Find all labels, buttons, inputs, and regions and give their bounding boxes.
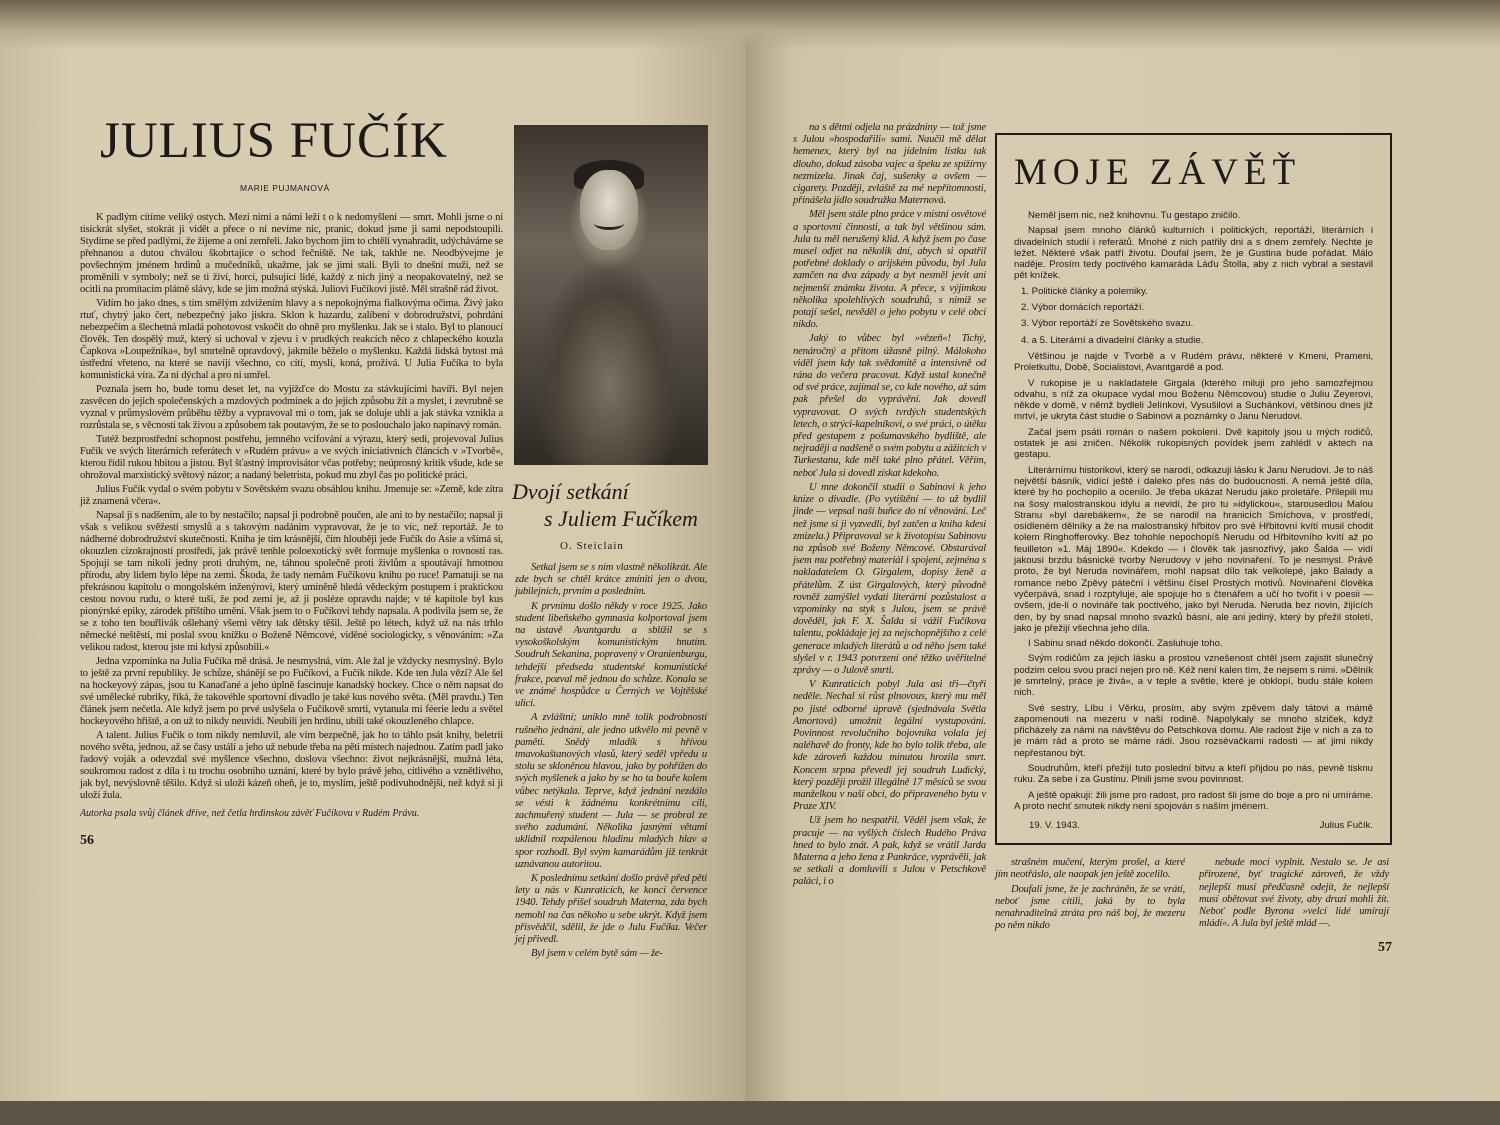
photo-smile (594, 217, 624, 230)
second-article-column-3 (995, 857, 1185, 934)
testament-date: 19. V. 1943. (1029, 820, 1080, 832)
article-author: MARIE PUJMANOVÁ (240, 183, 330, 193)
paragraph: Většinou je najde v Tvorbě a v Rudém právu, některé v Kmeni, Prameni, Proletkultu, Době, Socialistovi, Avantgardě a pod. (1014, 350, 1373, 374)
paragraph: I Sabinu snad někdo dokončí. Zasluhuje toho. (1028, 638, 1223, 650)
second-article-bottom-columns (995, 857, 1392, 934)
page-number-right: 57 (1378, 940, 1392, 956)
paragraph: Poznala jsem ho, bude tomu deset let, na vyjížďce do Mostu za stávkujícími havíři. Byl nejen zasvěcen do jejich společenských a mzdových podmínek a do jejich způsobu žít a myslet, i zevrubně se vyznal v průmyslovém průběhu těžby a vypravoval mi o tom, jak se doluje uhlí a jak stávka vznikla a rozrůstala se, s věcností tak živou a způsobem tak poutavým, že se to poslouchalo jako napínavý román. (80, 384, 503, 431)
paragraph: K padlým cítíme veliký ostych. Mezi nimi a námi leží t o k nedomyšlení — smrt. Mohli jsme o ní tisíckrát slyšet, stokrát ji vidět a přece o ní nevíme nic, pranic, dokud jsme ji sami nepodstoupili. Stydíme se před padlými, že žijeme a oni zemřeli. Jako bychom jim to chtěli vynahradit, udýcháváme se přehnanou a dutou chválou škobrtajíce o schod řečniště. Ne tak, takhle ne. Neodbývejme je povšechným jménem hrdinů a mučedníků, ukažme, jak se jimi stali. Byli to dnešní muži, než se proměnili v symboly; než se ti živí, horcí, pulsující lidé, každý z nich jiný a neopakovatelný, než se ocitli na promítacím plátně slávy, kde se jim možná stýská. Juliovi Fučíkovi jistě. Měl strašně rád život. (80, 212, 503, 295)
paragraph: strašném mučení, kterým prošel, a které jím neotřáslo, ale naopak jen ještě zocelilo. (995, 857, 1185, 881)
paragraph: Napsal jsem mnoho článků kulturních i politických, reportáží, literárních i divadelních studií i referátů. Mnohé z nich patřily dni a s dnem zemřely. Nechte je ležet. Některé však patří životu. Doufal jsem, že je Gustina bude pořádat. Málo naděje. Prosím tedy poctivého kamaráda Láďu Štolla, aby z nich vybral a sestavil pět knížek. (1014, 225, 1373, 282)
second-article-column-1 (515, 562, 707, 963)
photo-face (580, 170, 638, 250)
paragraph: V rukopise je u nakladatele Girgala (kterého miluji pro jeho samozřejmou odvahu, s níž za okupace vydal mou Boženu Němcovou) studie o Juliu Zeyerovi, někde v domě, v němž bydleli Jelínkovi, Vysušilovi a Suchánkovi, většinou dnes již mrtví, je ukryta část studie o Sabinovi a poznámky o Janu Nerudovi. (1014, 377, 1373, 423)
second-article-author: O. Steiclain (560, 540, 624, 552)
article-title: JULIUS FUČÍK (100, 113, 448, 169)
author-note: Autorka psala svůj článek dříve, než četla hrdinskou závěť Fučíkovu v Rudém Právu. (80, 808, 420, 819)
page-top-edge (0, 0, 1500, 50)
paragraph: Doufali jsme, že je zachráněn, že se vrátí, neboť jsme cítili, jaká by to byla nenahraditelná ztráta pro náš boj, že mezeru po něm nikdo (995, 883, 1185, 932)
paragraph: A zvláštní; uniklo mně tolik podrobností rušného jednání, ale jedno utkvělo mi pevně v paměti. Snědý mladík s hřívou tmavokaštanových vlasů, který seděl vpředu u stolu se skloněnou hlavou, jako by pohřížen do svých myšlenek a jako by se ho ta bouře kolem vůbec netýkala. Teprve, když jednání nezdálo se vésti k žádnému konkrétnímu cíli, zachmuřený student — Jula — se probral ze svého zadumání. Několika jasnými větami uklidnil rozpálenou hladinu mladých hlav a spor rozhodl. Byl svým kamarádům již tenkrát uznávanou autoritou. (515, 712, 707, 870)
testament-box (995, 133, 1392, 845)
paragraph: Literárnímu historikovi, který se narodí, odkazuji lásku k Janu Nerudovi. Je to náš největší básník, vidící ještě i daleko přes nás do budoucnosti. A nemá ještě díla, které by ho pochopilo a ocenilo. Je třeba ukázat Nerudu jako proletáře. Přilepili mu na šosy malostranskou idylu a nevidí, že pro tu »idylickou«, starousedlou Malou Stranu »byl darebákem«, že se narodil na hranicích Smíchova, v prostředí, osídleném dělníky a že na malostranský hřbitov pro své Hřbitovní kvítí musil chodit kolem Ringhofferovky. Bez tohohle nepochopíš Nerudu od Hřbitovního kvítí až po feuilleton »1. Máj 1890«. Kdekdo — i člověk tak jasnozřivý, jako Šalda — vidí jakousi brzdu básnické tvorby Nerudovy v jeho novinaření. To je nesmysl. Právě proto, že byl Neruda novinářem, mohl napsat dílo tak velkolepé, jako Balady a romance nebo Zpěvy páteční i většinu čísel Prostých motivů. Novinaření člověka vyčerpává, snad i rozptyluje, ale spojuje ho s čtenářem a učí ho tvořit i v poesii — ovšem, jde-li o novináře tak poctivého, jako byl Neruda. Neruda bez novin, žijících den, by by snad napsal mnoho svazků básní, ale ani jediný, který by přežil století, jako je přežijí všechna jeho díla. (1014, 464, 1373, 634)
portrait-photo (514, 125, 708, 465)
left-article-flow (80, 212, 503, 849)
paragraph: V Kunraticích pobyl Jula asi tři—čtyři neděle. Nechal si růst plnovous, který mu měl po jisté odborné úpravě (sjednávala Světla Amortová) umožnit legální vystupování. Povinnost revolučního bojovníka volala jej naléhavě do fronty, kde ho bylo tolik třeba, ale kde zároveň každou minutou hrozila smrt. Koncem srpna převedl jej soudruh Ludický, který později prožil illegálně 17 měsíců se svou manželkou v naší obci, do připraveného bytu v Praze XIV. (793, 679, 986, 813)
testament-paragraphs (1014, 351, 1373, 812)
paragraph: Setkal jsem se s ním vlastně několikrát. Ale zde bych se chtěl krátce zmíniti jen o dvou, jubilejních, prvním a posledním. (515, 562, 707, 598)
testament-signature: Julius Fučík. (1319, 820, 1373, 832)
list-item: 2. Výbor domácích reportáží. (1021, 302, 1145, 314)
testament-title: MOJE ZÁVĚŤ (1014, 152, 1302, 193)
paragraph: Už jsem ho nespatřil. Věděl jsem však, že pracuje — na vyšlých číslech Rudého Práva hned to bylo znát. A pak, když se vrátil Jarda Materna a jeho žena z Pankráce, vyprávěli, jak se setkali a domluvili s Julou v Petschkově paláci, i o (793, 815, 986, 888)
paragraph: Svým rodičům za jejich lásku a prostou vznešenost chtěl jsem zajistit slunečný podzim celou svou prací nejen pro ně. Kéž není kalen tím, že nejsem s nimi. »Dělník je smrtelný, práce je živá«, a v teple a světle, které je obklopí, budu stále kolem nich. (1014, 653, 1373, 699)
second-article-title (512, 478, 722, 532)
paragraph: Začal jsem psáti román o našem pokolení. Dvě kapitoly jsou u mých rodičů, ostatek je asi zničen. Několik rukopisných povídek jsem zahlédl v aktech na gestapu. (1014, 426, 1373, 461)
paragraph: Jedna vzpomínka na Julia Fučíka mě drásá. Je nesmyslná, vím. Ale žal je vždycky nesmyslný. Bylo to ještě za první republiky. Je schůze, shánějí se po Fučíkovi, a Fučík nikde. Kde ten Jula vězí? Ale šel na hockeyový zápas, jsou tu Kanaďané a jeho úplně fascinuje kanadský hockey. Chce o něm napsat do své umělecké rubriky, říká, že takovéhle sportovní divadlo je také kus nového světa. (Měl pravdu.) Ten článek jsem nečetla. Ale když jsem po prvé uslyšela o Fučíkově smrti, vytanula mi féerie ledu a světel hockeyového hřiště, a on už to nikdy neuvidí. Neubili jen hrdinu, ubili také okouzleného chlapce. (80, 656, 503, 727)
paragraph: Byl jsem v celém bytě sám — že- (531, 948, 663, 960)
paragraph: K poslednímu setkání došlo právě před pěti lety u nás v Kunraticích, ke konci července 1940. Tehdy přišel soudruh Materna, zda bych nemohl na čas někoho u sebe ukrýt. Když jsem přisvědčil, sdělil, že jde o Julu Fučíka. Večer jej přivedl. (515, 873, 707, 946)
testament-list (1014, 286, 1373, 346)
list-item: 4. a 5. Literární a divadelní články a studie. (1021, 334, 1204, 346)
paragraph: Soudruhům, kteří přežijí tuto poslední bitvu a kteří přijdou po nás, pevně tisknu ruku. Za sebe i za Gustinu. Plnili jsme svou povinnost. (1014, 763, 1373, 786)
paragraph: Vidím ho jako dnes, s tím smělým zdvižením hlavy a s nepokojnýma fialkovýma očima. Živý jako rtuť, chytrý jako čert, nebezpečný jako jiskra. Sklon k hazardu, zalíbení v dobrodružství, pohrdání nebezpečím a šlechetná mladá pohotovost vskočit do ohně pro myšlenku. Jak se i stalo. Byl to planoucí člověk. Ten dospělý muž, který si uchoval v zjevu i v prudkých reakcích něco z chlapeckého kouzla Čapkova »Loupežníka«, byl smrtelně opravdový, jakmile běželo o myšlenku. Každá lidská bytost má ústřední vřeteno, na které se navíjí všechno, co cítí, myslí, koná, prožívá. U Julia Fučíka to byla komunistická víra. Za ni dýchal a pro ni umřel. (80, 298, 503, 381)
paragraph: Své sestry, Líbu i Věrku, prosím, aby svým zpěvem daly tátovi a mámě zapomenouti na mezeru v naší rodině. Napolykaly se mnoho slziček, když přicházely za námi na návštěvu do Petschkova domu. Ale radost žije v nich a za to je mám rád a proto se máme rádi. Jsou rozsévačkami radosti — ať jimi nikdy nepřestanou být. (1014, 702, 1373, 759)
article-body (80, 212, 503, 802)
paragraph: U mne dokončil studii o Sabinovi k jeho knize o divadle. (Po vytištění — to už bydlil jinde — vepsal naší buňce do ní věnování. Leč než jsme si ji vyzvedli, byl zatčen a kniha kdesi zmizela.) Připravoval se k životopisu Sabinovu na způsob své Boženy Němcové. Obstarával jsem mu potřebný materiál i spojení, zejména s nakladatelem O. Girgalem, dopisy ženě a přátelům. Z úst Girgalových, který původně rovněž zamýšlel vydati literární pozůstalost a vzpomínky na styk s Julou, jsem se právě dověděl, jak F. X. Šalda si vážil Fučíkova talentu, pokládaje jej za nejschopnějšího z celé generace mladých literátů a od něho jsem také slyšel v r. 1943 potvrzení oné těžko uvěřitelné zprávy — o Julově smrti. (793, 481, 986, 676)
paragraph: Napsal ji s nadšením, ale to by nestačilo; napsal ji podrobně poučen, ale ani to by nestačilo; napsal ji však s velikou svěžestí smyslů a s takovým nadáním vypravovat, že je to víc, než reportáž. Je to nádherné dobrodružství skutečnosti. Kniha je tím krásnější, čím hlouběji jede Fučík do Asie a všímá si, okouzlen cizokrajností prostředí, jak právě tenhle poloexotický svět formuje myšlenka o rovnosti ras. Spojují se tam nikoli jedny proti druhým, ne, táhnou společně proti živlům a spoutávají hmotnou přírodu, aby lidem bylo lépe na zemi. Škoda, že tady nemám Fučíkovu knihu po ruce! Pamatuji se na překrásnou kapitolu o mongolském inženýrovi, který umíněně hledá vědeckým postupem i praktickou cestou novou rudu, o které tuší, že pod zemí je, až ji posléze opravdu najde; v té kapitole byl kus pionýrské epiky, zárodek příštího umění. Však jsem to o Fučíkovi tehdy napsala. A podivila jsem se, že se z toho ten bouřlivák ošlehaný všemi větry tak dětsky těšil. Ještě po létech, když už na nás trhlo německé neštěstí, mi poslal svou knížku o Boženě Němcové, viděné sociologicky, s věnováním: »Za velikou radost, kterou jste mi kdysi způsobili.« (80, 510, 503, 653)
paragraph: Julius Fučík vydal o svém pobytu v Sovětském svazu obsáhlou knihu. Jmenuje se: »Země, kde zítra již znamená včera«. (80, 484, 503, 507)
testament-signature-row (1014, 816, 1373, 831)
paragraph: K prvnímu došlo někdy v roce 1925. Jako student libeňského gymnasia kolportoval jsem na ústavě Avantgardu a sblížil se s vysokoškolským komunistickým hnutím. Soudruh Sekanina, popravený v Oranienburgu, tehdejší předseda studentské komunistické frakce, pozval mě jednou do schůze. Konala se ve známé hospůdce u Černých ve Vojtěšské ulici. (515, 600, 707, 710)
paragraph: Tutéž bezprostřední schopnost postřehu, jemného vcifování a výrazu, který sedí, projevoval Julius Fučík ve svých literárních referátech v »Rudém právu« a ve svých iniciativních článcích v »Tvorbě«, kterou řídil rukou hbitou a jistou. Byl šťastný improvisátor včas potřeby; neúprosný kritik všude, kde se ohrožoval marxistický světový názor; a nadaný beletrista, pokud mu zbyl čas po politické práci. (80, 434, 503, 481)
second-article-column-2 (793, 122, 986, 891)
paragraph: nebude moci vyplnit. Nestalo se. Je asi přirozené, byť tragické zároveň, že vždy nejlepší musí předčasně odejít, že nejlepší musí obětovat své životy, aby druzí mohli žít. Neboť podle Byrona »velcí lidé umírají mládí«. A Jula byl ještě mlád —. (1199, 857, 1389, 930)
right-page-flow (995, 133, 1392, 956)
paragraph: Neměl jsem nic, než knihovnu. Tu gestapo zničilo. (1028, 210, 1241, 221)
paragraph: na s dětmi odjela na prázdniny — tož jsme s Julou »hospodařili« sami. Naučil mě dělat hemenex, který byl na jídelním lístku tak dlouho, dokud zásoba vajec a špeku ze spižírny nezmizela. Jinak čaj, sušenky a ovšem — cigarety. Později, zvláště za mé nepřítomnosti, přinášela jídlo soudružka Maternová. (793, 122, 986, 207)
testament-intro (1014, 210, 1373, 282)
paragraph: Měl jsem stále plno práce v místní osvětové a sportovní činnosti, a tak byl většinou sám. Jula tu měl nerušený klid. A když jsem po čase musel odjet na několik dní, abych si opatřil potřebné doklady o arijském původu, byl Jula zamčen na dva západy a byt nesměl jevit ani nejmenší známku života. A přece, s výjimkou několika spolehlivých soudruhů, s nimiž se potají sešel, nevěděl o jeho pobytu v celé obci nikdo. (793, 209, 986, 331)
testament-body (1014, 210, 1373, 816)
paragraph: A talent. Julius Fučík o tom nikdy nemluvil, ale vím bezpečně, jak ho to táhlo psát knihy, beletrii nového světa, jednou, až se časy ustálí a jeho už nebude třeba na pěti místech najednou. Zatím padl jako řadový voják a odevzdal své myšlence všechno, doslova všechno: život nejkrásnější, mužná léta, soukromou radost z díla i tu trochu osobního uznání, které by bylo právě jeho, citlivého a vznětlivého, jak byl, nevýslovně těšilo. Když si uloží kázeň oheň, je to, myslím, ještě podivuhodnější, než když si ji uloží žula. (80, 730, 503, 801)
table-surface (0, 1101, 1500, 1125)
paragraph: A ještě opakuji: žili jsme pro radost, pro radost šli jsme do boje a pro ni umíráme. A proto nechť smutek nikdy není spojován s naším jménem. (1014, 789, 1373, 812)
paragraph: Jaký to vůbec byl »vězeň«! Tichý, nenáročný a přitom úžasně pilný. Málokoho viděl jsem kdy tak svědomitě a intensivně od rána do večera pracovat. Když ustal konečně od své práce, zajímal se, co kde nového, až sám pak přešel do vyprávění. Jak dovedl vypravovat. O svých tvrdých studentských letech, o strýci-kapelníkovi, o své práci, o útěku před gestapem z pošumavského bydliště, ale nejraději a nadšeně o svém pobytu a zážitcích v Turkestanu, kde měl také plno přátel. Věřím, neboť Jula si dovedl získat kdekoho. (793, 333, 986, 479)
list-item: 3. Výbor reportáží ze Sovětského svazu. (1021, 318, 1194, 330)
second-title-line1: Dvojí setkání (512, 479, 629, 504)
page-number-left: 56 (80, 833, 94, 848)
second-article-column-4 (1199, 857, 1389, 934)
list-item: 1. Politické články a polemiky. (1021, 285, 1148, 297)
second-title-line2: s Juliem Fučíkem (544, 506, 698, 531)
